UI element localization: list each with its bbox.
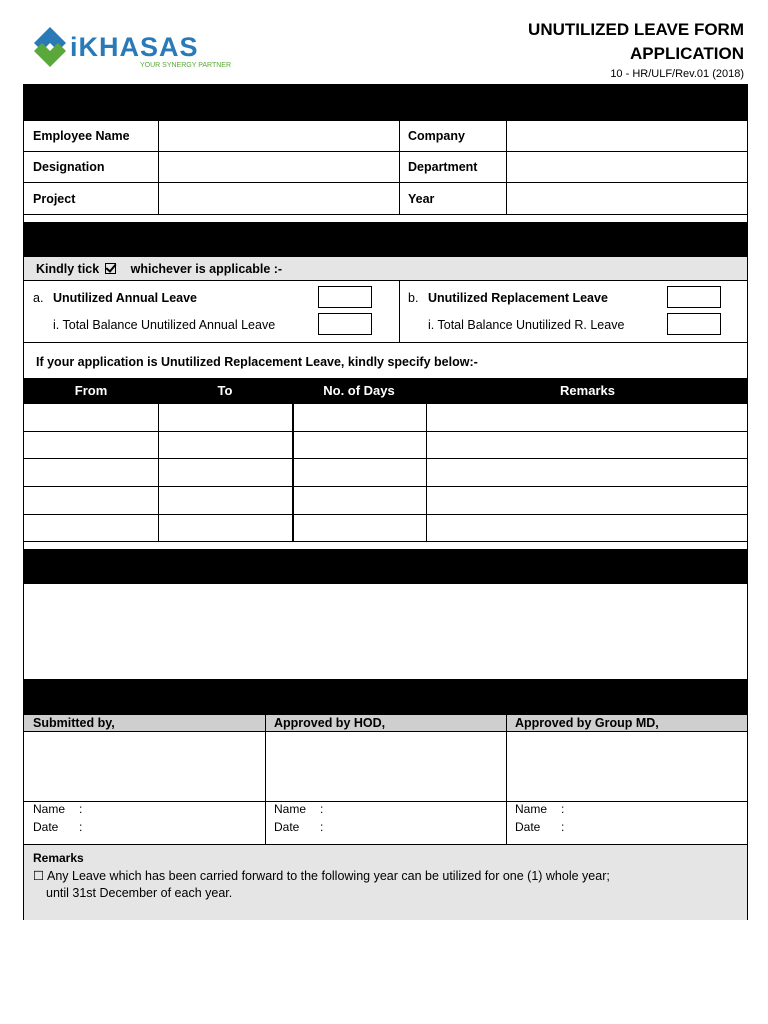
- document-code: 10 - HR/ULF/Rev.01 (2018): [610, 68, 744, 80]
- checkbox-ticked-icon: [105, 263, 116, 274]
- col-days-header: No. of Days: [323, 383, 395, 398]
- remarks-line-1: ☐ Any Leave which has been carried forward to the following year can be utilized for one (1) whole year;: [33, 869, 610, 883]
- employee-row-3: [24, 182, 747, 215]
- department-label: Department: [408, 160, 478, 174]
- option-a-balance-box[interactable]: [318, 313, 372, 335]
- leave-form: [23, 84, 748, 920]
- replacement-table-body: [24, 403, 747, 542]
- year-field[interactable]: [507, 183, 747, 214]
- option-b-tick-box[interactable]: [667, 286, 721, 308]
- tick-instruction-row: [24, 256, 747, 281]
- section-header-approval: [24, 679, 747, 714]
- logo-mark-icon: [30, 24, 70, 70]
- option-b-label: Unutilized Replacement Leave: [428, 291, 608, 305]
- designation-label: Designation: [33, 160, 105, 174]
- option-a-letter: a.: [33, 291, 44, 305]
- hod-name-label: Name: [274, 802, 307, 816]
- approval-header-row: [24, 714, 747, 732]
- approved-md-label: Approved by Group MD,: [515, 716, 659, 730]
- employee-row-2: [24, 151, 747, 182]
- option-a-tick-box[interactable]: [318, 286, 372, 308]
- submitted-name-label: Name: [33, 802, 66, 816]
- table-row[interactable]: [24, 514, 747, 542]
- hod-date-label: Date: [274, 820, 300, 834]
- tick-instruction: Kindly tick whichever is applicable :-: [36, 262, 283, 276]
- submitted-signature-box[interactable]: [24, 732, 265, 801]
- form-title-line1: UNUTILIZED LEAVE FORM: [528, 20, 744, 39]
- signature-row: [24, 732, 747, 802]
- option-b-letter: b.: [408, 291, 419, 305]
- hod-signature-box[interactable]: [266, 732, 506, 801]
- leave-options-row: [24, 281, 747, 343]
- form-title: [444, 18, 744, 66]
- project-label: Project: [33, 191, 76, 206]
- replacement-instruction: If your application is Unutilized Replacement Leave, kindly specify below:-: [36, 355, 478, 369]
- table-row[interactable]: [24, 458, 747, 486]
- section-header-employee: [24, 85, 747, 120]
- year-label: Year: [408, 191, 435, 206]
- submitted-date-label: Date: [33, 820, 59, 834]
- form-title-line2: APPLICATION: [630, 44, 744, 63]
- designation-field[interactable]: [159, 152, 399, 182]
- remarks-section: [24, 844, 747, 920]
- col-remarks-header: Remarks: [560, 383, 615, 398]
- table-row[interactable]: [24, 486, 747, 514]
- md-name-label: Name: [515, 802, 548, 816]
- md-date-label: Date: [515, 820, 541, 834]
- section-header-reason: [24, 549, 747, 584]
- name-date-row: Name : Date : Name : Date : Name : Date :: [24, 802, 747, 844]
- table-row[interactable]: [24, 431, 747, 458]
- col-to-header: To: [217, 383, 233, 398]
- replacement-table-header: [24, 378, 747, 403]
- logo-wordmark: iKHASAS: [70, 32, 199, 62]
- option-a-label: Unutilized Annual Leave: [53, 291, 198, 305]
- company-logo: [30, 24, 240, 74]
- approved-hod-label: Approved by HOD,: [274, 716, 386, 730]
- table-row[interactable]: [24, 403, 747, 431]
- project-field[interactable]: [159, 183, 399, 214]
- col-from-header: From: [74, 383, 108, 398]
- remarks-line-2: until 31st December of each year.: [46, 886, 233, 900]
- company-label: Company: [408, 129, 465, 143]
- employee-row-1: [24, 120, 747, 151]
- company-field[interactable]: [507, 121, 747, 151]
- employee-name-label: Employee Name: [33, 129, 130, 143]
- department-field[interactable]: [507, 152, 747, 182]
- logo-tagline: YOUR SYNERGY PARTNER: [140, 62, 232, 69]
- option-b-balance-box[interactable]: [667, 313, 721, 335]
- option-a-sub-label: i. Total Balance Unutilized Annual Leave: [53, 318, 276, 332]
- remarks-title: Remarks: [33, 851, 84, 865]
- employee-name-field[interactable]: [159, 121, 399, 151]
- section-header-leave-type: [24, 222, 747, 256]
- submitted-by-label: Submitted by,: [33, 716, 115, 730]
- bullet-checkbox-icon: ☐: [33, 869, 45, 883]
- option-b-sub-label: i. Total Balance Unutilized R. Leave: [428, 318, 625, 332]
- reason-area[interactable]: [24, 584, 747, 679]
- md-signature-box[interactable]: [507, 732, 749, 801]
